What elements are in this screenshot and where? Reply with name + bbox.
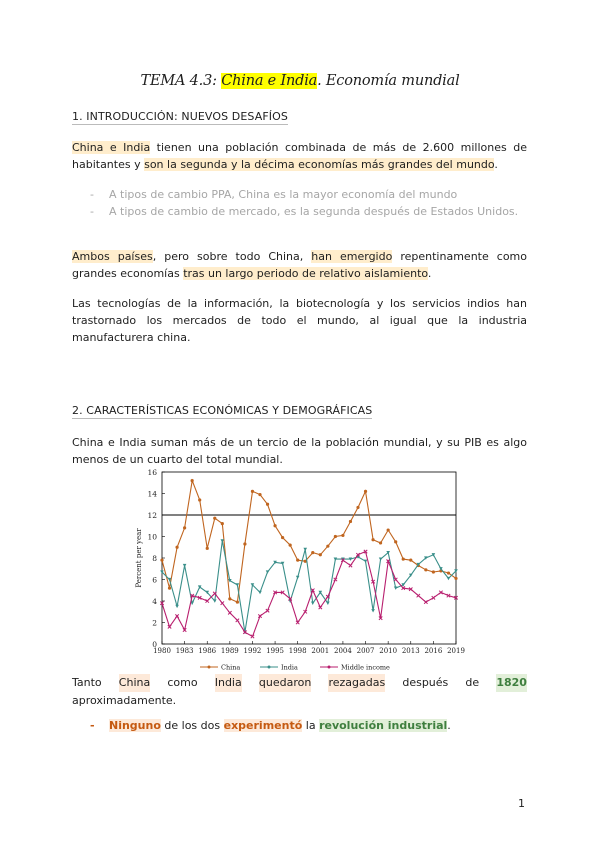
data-point — [311, 551, 314, 554]
tanto-hl-china: China — [119, 674, 150, 692]
x-tick-label: 1986 — [198, 647, 217, 655]
data-point — [432, 570, 435, 573]
data-point — [251, 490, 254, 493]
y-tick-label: 0 — [152, 640, 157, 649]
bullet-hl-revolucion: revolución industrial — [319, 719, 448, 732]
bullet-hl-ninguno: Ninguno — [109, 719, 161, 732]
emergence-hl-3: tras un largo periodo de relativo aislamiento — [183, 267, 428, 280]
tanto-word: como — [167, 676, 198, 689]
growth-line-chart — [128, 466, 468, 672]
data-point — [326, 545, 329, 548]
data-point — [198, 498, 201, 501]
x-tick-label: 2016 — [424, 647, 443, 655]
data-point — [303, 548, 307, 551]
title-suffix: . Economía mundial — [317, 73, 460, 89]
y-tick-label: 16 — [147, 468, 157, 477]
tanto-hl-quedaron: quedaron — [259, 674, 311, 692]
x-tick-label: 2001 — [311, 647, 330, 655]
data-point — [326, 602, 330, 605]
data-point — [175, 605, 179, 608]
emergence-hl-2: han emergido — [311, 250, 393, 263]
emergence-paragraph — [72, 248, 527, 282]
data-point — [424, 600, 427, 603]
list-item — [90, 203, 518, 220]
legend-label: China — [221, 663, 241, 672]
data-point — [371, 538, 374, 541]
emergence-text-2: repentinamente como grandes economías — [72, 250, 527, 280]
x-tick-label: 1980 — [153, 647, 171, 655]
data-point — [228, 597, 231, 600]
list-item — [90, 186, 518, 203]
data-point — [160, 559, 163, 562]
emergence-text-3: . — [427, 267, 432, 280]
emergence-text-1: , pero sobre todo China, — [152, 250, 312, 263]
data-point — [379, 541, 382, 544]
data-point — [417, 594, 420, 597]
data-point — [349, 520, 352, 523]
tanto-word: después — [402, 676, 449, 689]
bullet-text-3: . — [447, 719, 451, 732]
data-point — [175, 546, 178, 549]
list-item-text: A tipos de cambio de mercado, es la segunda después de Estados Unidos. — [109, 205, 519, 218]
y-tick-label: 10 — [147, 532, 157, 542]
y-tick-label: 2 — [152, 618, 157, 628]
bullet-dash: - — [90, 719, 95, 732]
data-point — [183, 526, 186, 529]
y-tick-label: 6 — [152, 575, 157, 585]
data-point — [191, 479, 194, 482]
intro-hl-2: son la segunda y la décima economías más grandes del mundo — [144, 158, 495, 171]
section2-heading — [72, 404, 372, 417]
tanto-hl-rezagadas: rezagadas — [328, 674, 385, 692]
data-point — [394, 587, 398, 590]
tanto-line2: aproximadamente. — [72, 694, 177, 707]
series-line-india — [162, 541, 456, 632]
data-point — [319, 553, 322, 556]
page-number: 1 — [518, 797, 525, 810]
data-point — [409, 559, 412, 562]
list-item-text: A tipos de cambio PPA, China es la mayor economía del mundo — [109, 188, 458, 201]
y-tick-label: 12 — [147, 511, 157, 520]
legend-label: Middle income — [341, 663, 390, 672]
data-point — [432, 596, 435, 599]
legend-label: India — [281, 663, 298, 672]
data-point — [206, 547, 209, 550]
section2-heading-text: 2. CARACTERÍSTICAS ECONÓMICAS Y DEMOGRÁFICAS — [72, 404, 373, 417]
data-point — [349, 564, 352, 567]
intro-hl-1: China e India — [72, 141, 151, 154]
data-point — [296, 576, 300, 579]
title-highlight: China e India — [221, 73, 318, 89]
data-point — [379, 557, 383, 560]
bullet-hl-experimento: experimentó — [223, 719, 303, 732]
section1-heading-text: 1. INTRODUCCIÓN: NUEVOS DESAFÍOS — [72, 110, 288, 123]
data-point — [236, 583, 240, 586]
intro-text-2: . — [494, 158, 498, 171]
data-point — [266, 503, 269, 506]
data-point — [281, 536, 284, 539]
x-tick-label: 1995 — [266, 647, 284, 655]
y-tick-label: 14 — [147, 489, 157, 499]
x-tick-label: 2007 — [356, 647, 375, 655]
data-point — [175, 614, 178, 617]
industrial-bullet — [90, 719, 451, 732]
data-point — [266, 570, 270, 573]
legend-marker — [268, 666, 271, 669]
data-point — [371, 609, 375, 612]
legend-marker — [328, 666, 331, 669]
intro-bullet-list — [90, 186, 518, 220]
y-tick-label: 4 — [152, 597, 157, 606]
data-point — [213, 599, 217, 602]
data-point — [311, 602, 315, 605]
plot-frame — [162, 472, 456, 644]
y-axis-label: Percent per year — [135, 528, 143, 588]
x-tick-label: 2004 — [334, 647, 352, 655]
bullet-dash: - — [90, 188, 94, 201]
data-point — [213, 517, 216, 520]
tanto-hl-year: 1820 — [496, 674, 527, 692]
emergence-hl-1: Ambos países — [72, 250, 153, 263]
data-point — [387, 528, 390, 531]
title-prefix: TEMA 4.3: — [140, 73, 222, 89]
data-point — [364, 560, 368, 563]
data-point — [334, 535, 337, 538]
tanto-paragraph — [72, 674, 527, 710]
data-point — [258, 591, 262, 594]
data-point — [221, 522, 224, 525]
data-point — [296, 559, 299, 562]
section1-heading — [72, 110, 288, 123]
x-tick-label: 1998 — [288, 647, 307, 655]
series-line-middle-income — [162, 552, 456, 637]
data-point — [447, 571, 450, 574]
data-point — [394, 540, 397, 543]
x-tick-label: 1989 — [220, 647, 239, 655]
x-tick-label: 2013 — [401, 647, 420, 655]
data-point — [364, 490, 367, 493]
tanto-word: Tanto — [72, 676, 102, 689]
bullet-dash: - — [90, 205, 94, 218]
series-line-china — [162, 481, 456, 602]
bullet-text-1: de los dos — [160, 719, 224, 732]
data-point — [447, 577, 451, 580]
intro-paragraph — [72, 139, 527, 173]
legend-marker — [208, 666, 211, 669]
data-point — [424, 568, 427, 571]
data-point — [236, 619, 239, 622]
technology-paragraph: Las tecnologías de la información, la biotecnología y los servicios indios han trastornado los mercados de todo el mundo, al igual que la industria manufacturera china. — [72, 297, 527, 344]
x-tick-label: 2019 — [447, 647, 465, 655]
data-point — [236, 600, 239, 603]
data-point — [454, 577, 457, 580]
bullet-text-2: la — [302, 719, 320, 732]
data-point — [221, 601, 224, 604]
data-point — [228, 611, 231, 614]
data-point — [168, 587, 171, 590]
intro-text-1: tienen una población combinada de más de 2.600 millones de habitantes y — [72, 141, 527, 171]
data-point — [289, 544, 292, 547]
population-paragraph: China e India suman más de un tercio de la población mundial, y su PIB es algo menos de un cuarto del total mundial. — [72, 436, 527, 466]
page-title — [0, 73, 600, 89]
x-tick-label: 1983 — [175, 647, 194, 655]
y-tick-label: 8 — [152, 554, 157, 563]
data-point — [183, 564, 187, 567]
x-tick-label: 1992 — [243, 647, 262, 655]
data-point — [341, 534, 344, 537]
x-tick-label: 2010 — [379, 647, 398, 655]
tanto-hl-india: India — [215, 674, 242, 692]
tanto-word: de — [465, 676, 480, 689]
data-point — [258, 493, 261, 496]
data-point — [243, 542, 246, 545]
data-point — [402, 557, 405, 560]
data-point — [356, 506, 359, 509]
data-point — [273, 524, 276, 527]
